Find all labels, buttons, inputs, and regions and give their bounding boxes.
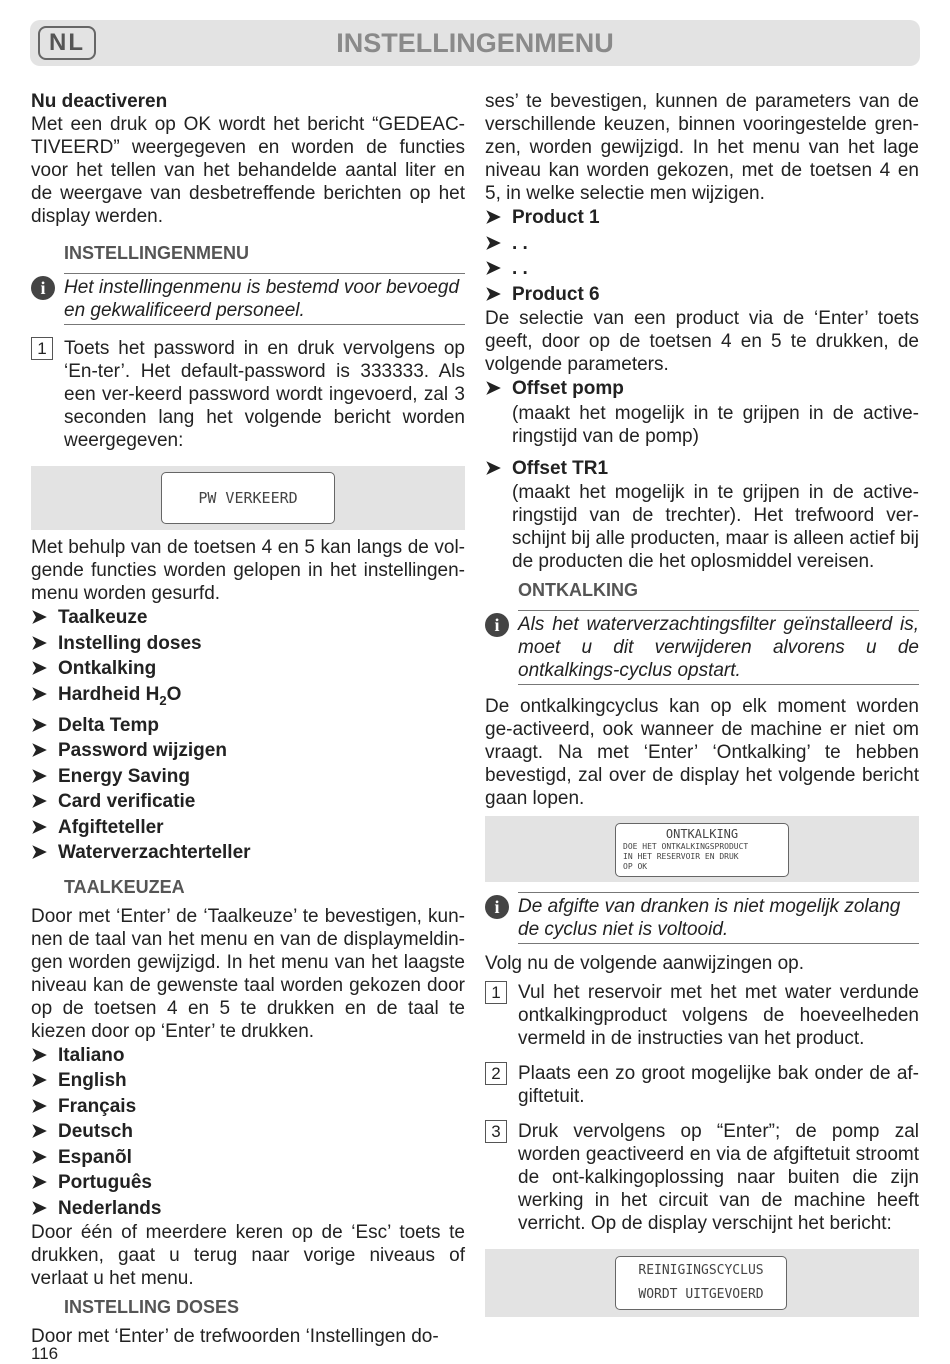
list-item: ➤ Afgifteteller: [31, 816, 164, 838]
list-item: ➤ Delta Temp: [31, 714, 160, 736]
list-item: ➤ Hardheid $H_2O$: [31, 683, 182, 708]
language-badge: NL: [38, 26, 96, 60]
products-list: [485, 205, 919, 307]
display-screen: REINIGINGSCYCLUS WORDT UITGEVOERD: [615, 1256, 787, 1310]
descaling-heading: ONTKALKING: [518, 580, 638, 600]
list-item: ➤ Product 6: [485, 283, 600, 305]
list-item: ➤ Offset TR1: [485, 457, 609, 479]
note-text: Het instellingenmenu is bestemd voor bevoegd en gekwalificeerd personeel.: [64, 277, 460, 321]
offset-pomp-desc: (maakt het mogelijk in te grijpen in de active-ringstijd van de pomp): [512, 402, 919, 447]
step-number: 2: [485, 1062, 507, 1085]
note-text: De afgifte van dranken is niet mogelijk zolang de cyclus niet is voltooid.: [518, 896, 901, 940]
offset-tr1-item: [485, 456, 919, 482]
list-item: ➤ Instelling doses: [31, 632, 202, 654]
language-heading: TAALKEUZEA: [64, 876, 185, 897]
list-item: ➤ Waterverzachterteller: [31, 842, 251, 864]
functions-intro: Met behulp van de toetsen 4 en 5 kan langs de vol-gende functies worden gelopen in het instellingen-menu worden gesurfd.: [31, 537, 465, 604]
step-number: 3: [485, 1120, 507, 1143]
descaling-text: De ontkalkingcyclus kan op elk moment worden ge-activeerd, ook wanneer de machine er niet om vraagt. Na met ‘Enter’ ‘Ontkalking’ te hebben bevestigd, zal over de display het volgende bericht gaan lopen.: [485, 696, 919, 809]
display-screen: ONTKALKING DOE HET ONTKALKINGSPRODUCT IN HET RESERVOIR EN DRUK OP OK: [615, 823, 789, 877]
display-panel: [485, 816, 919, 882]
right-column: [485, 90, 919, 1317]
list-item: ➤ . .: [485, 258, 528, 279]
step-text: Druk vervolgens op “Enter”; de pomp zal worden geactiveerd en via de afgiftetuit stroomt de ont-kalkingoplossing naar buiten die zijn werking in het circuit van de machine heeft verricht. Op de display verschijnt het bericht:: [518, 1121, 919, 1234]
doses-heading: INSTELLING DOSES: [64, 1297, 240, 1318]
doses-continued: ses’ te bevestigen, kunnen de parameters van de verschillende keuzen, binnen vooringestelde gren-zen, worden gewijzigd. In het menu van het lage niveau kan worden gekozen, met de toetsen 4 en 5, in welke selectie men wijzigen.: [485, 91, 919, 204]
deactivate-title: Nu deactiveren: [31, 91, 168, 112]
follow-text: Volg nu de volgende aanwijzingen op.: [485, 953, 805, 974]
list-item: ➤ Espanõl: [31, 1146, 132, 1168]
list-item: ➤ Card verificatie: [31, 791, 196, 813]
list-item: ➤ Taalkeuze: [31, 607, 148, 628]
step-text: Plaats een zo groot mogelijke bak onder de af-giftetuit.: [518, 1063, 919, 1107]
info-icon: i: [485, 895, 509, 919]
list-item: ➤ Ontkalking: [31, 658, 157, 679]
page-title: INSTELLINGENMENU: [336, 28, 614, 58]
display-panel: [31, 466, 465, 530]
list-item: ➤ Password wijzigen: [31, 740, 227, 762]
settings-menu-heading: INSTELLINGENMENU: [64, 243, 250, 263]
doses-text: Door met ‘Enter’ de trefwoorden ‘Instellingen do-: [31, 1326, 439, 1348]
list-item: ➤ Français: [31, 1095, 137, 1117]
offset-tr1-desc: (maakt het mogelijk in te grijpen in de active-ringstijd van de trechter). Het trefwoord ver-schijnt bij alle producten, maar is alleen actief bij de producten die het oplosmiddel vereisen.: [512, 482, 919, 572]
languages-list: [31, 1043, 465, 1222]
list-item: ➤ Nederlands: [31, 1197, 162, 1219]
display-panel: [485, 1249, 919, 1317]
list-item: ➤ Deutsch: [31, 1121, 133, 1143]
list-item: ➤ English: [31, 1070, 127, 1092]
step-number: 1: [485, 981, 507, 1004]
list-item: ➤ . .: [485, 232, 528, 254]
left-column: [31, 90, 465, 1348]
list-item: ➤ Italiano: [31, 1044, 125, 1066]
esc-text: Door één of meerdere keren op de ‘Esc’ toets te drukken, gaat u terug naar vorige niveaus of verlaat u het menu.: [31, 1222, 465, 1290]
step-text: Toets het password in en druk vervolgens op ‘En-ter’. Het default-password is 333333. Als een ver-keerd password wordt ingevoerd, zal 3 seconden lang het volgende bericht worden weergegeven:: [64, 338, 465, 451]
language-text: Door met ‘Enter’ de ‘Taalkeuze’ te bevestigen, kun-nen de taal van het menu en van de displaymeldin-gen worden gewijzigd. In het menu van het laagste niveau kan de gewenste taal worden gekozen door op de toetsen 4 en 5 te drukken en de taal te kiezen door op ‘Enter’ te drukken.: [31, 905, 465, 1042]
info-note: [31, 273, 465, 325]
step-1: [31, 337, 465, 452]
step-1: [485, 981, 919, 1050]
step-2: [485, 1062, 919, 1108]
list-item: ➤ Product 1: [485, 207, 600, 228]
note-text: Als het waterverzachtingsfilter geïnstalleerd is, moet u dit verwijderen alvorens u de ontkalkings-cyclus opstart.: [518, 614, 919, 681]
info-note: [485, 892, 919, 944]
product-selection-text: De selectie van een product via de ‘Enter’ toets geeft, door op de toetsen 4 en 5 te drukken, de volgende parameters.: [485, 308, 919, 375]
list-item: ➤ Energy Saving: [31, 765, 190, 787]
page-number: 116: [31, 1344, 59, 1363]
list-item: ➤ Português: [31, 1172, 152, 1194]
page-header: [30, 20, 920, 66]
offset-pomp-item: [485, 376, 919, 402]
info-note: [485, 610, 919, 685]
step-text: Vul het reservoir met het met water verdunde ontkalkingproduct volgens de hoeveelheden vermeld in de instructies van het product.: [518, 982, 919, 1049]
step-number: 1: [31, 337, 53, 360]
display-screen: PW VERKEERD: [161, 472, 335, 524]
list-item: ➤ Offset pomp: [485, 378, 624, 399]
deactivate-text: Met een druk op OK wordt het bericht “GEDEAC-TIVEERD” weergegeven en worden de functies voor het tellen van het behandelde aantal liter en de weergave van desbetreffende berichten op het display werden.: [31, 114, 465, 227]
functions-list: [31, 605, 465, 866]
info-icon: i: [31, 276, 55, 300]
info-icon: i: [485, 613, 509, 637]
step-3: [485, 1120, 919, 1235]
